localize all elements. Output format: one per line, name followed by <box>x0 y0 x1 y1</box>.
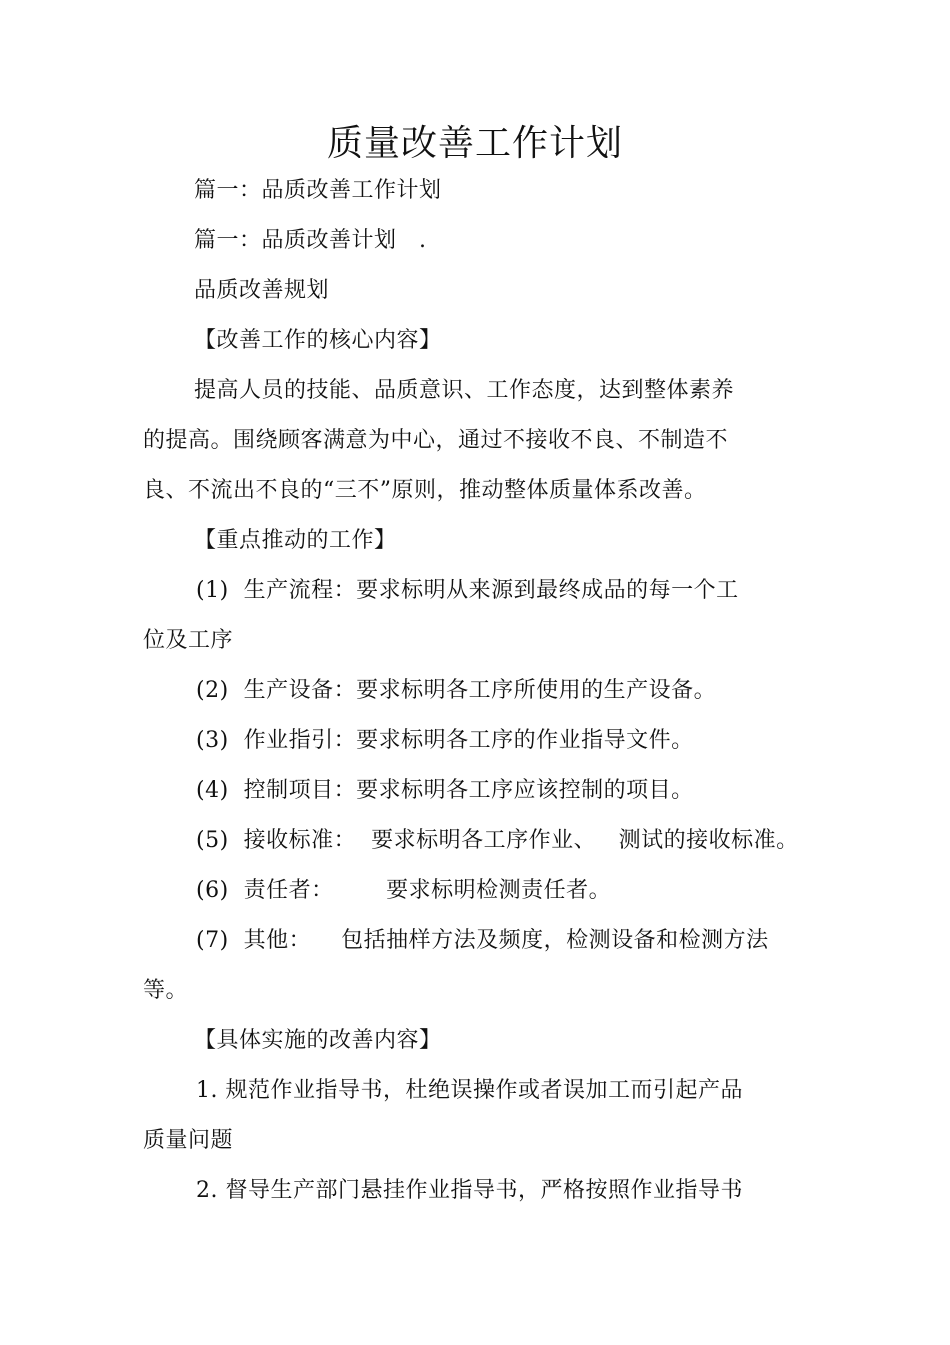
section-subheading: 品质改善规划 <box>194 278 330 303</box>
paragraph-line: 的提高。围绕顾客满意为中心，通过不接收不良、不制造不 <box>143 428 729 453</box>
section-heading: 篇一：品质改善计划 . <box>194 228 427 253</box>
list-item: (5) 接收标准： 要求标明各工序作业、 测试的接收标准。 <box>196 828 799 853</box>
bracket-heading: 【具体实施的改善内容】 <box>194 1028 442 1053</box>
document-title: 质量改善工作计划 <box>326 123 623 164</box>
paragraph-line: 提高人员的技能、品质意识、工作态度，达到整体素养 <box>194 378 735 403</box>
list-item: (4) 控制项目：要求标明各工序应该控制的项目。 <box>196 778 694 803</box>
bracket-heading: 【改善工作的核心内容】 <box>194 328 442 353</box>
section-heading: 篇一：品质改善工作计划 <box>194 178 442 203</box>
list-item-continuation: 等。 <box>143 978 189 1003</box>
list-item: (1) 生产流程：要求标明从来源到最终成品的每一个工 <box>196 578 739 603</box>
numbered-item-continuation: 质量问题 <box>143 1128 234 1153</box>
bracket-heading: 【重点推动的工作】 <box>194 528 397 553</box>
numbered-item: 2. 督导生产部门悬挂作业指导书，严格按照作业指导书 <box>196 1178 743 1203</box>
list-item: (7) 其他： 包括抽样方法及频度，检测设备和检测方法 <box>196 928 769 953</box>
list-item: (2) 生产设备：要求标明各工序所使用的生产设备。 <box>196 678 717 703</box>
numbered-item: 1. 规范作业指导书，杜绝误操作或者误加工而引起产品 <box>196 1078 743 1103</box>
list-item: (3) 作业指引：要求标明各工序的作业指导文件。 <box>196 728 694 753</box>
list-item: (6) 责任者： 要求标明检测责任者。 <box>196 878 612 903</box>
list-item-continuation: 位及工序 <box>143 628 234 653</box>
paragraph-line: 良、不流出不良的“三不”原则，推动整体质量体系改善。 <box>143 478 707 503</box>
